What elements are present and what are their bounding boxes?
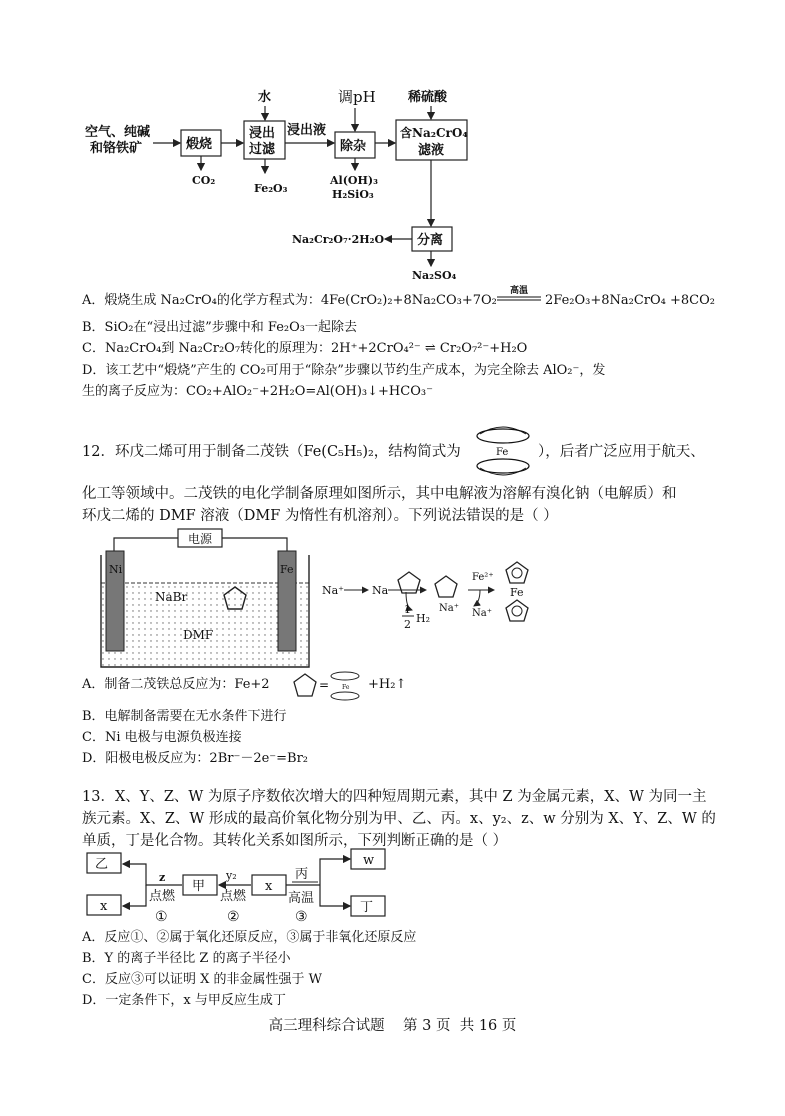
nabr-label: NaBr (155, 590, 188, 604)
svg-text:Fe: Fe (342, 684, 350, 691)
box-calcine-label: 煅烧 (186, 137, 213, 152)
process-flowchart (0, 0, 785, 290)
q13-stem3: 单质，丁是化合物。其转化关系如图所示，下列判断正确的是（ ） (82, 833, 508, 849)
conversion-diagram (80, 845, 400, 925)
leach-liquid: 浸出液 (287, 123, 327, 138)
label-w: w (363, 853, 375, 868)
q11-option-a-text: A．煅烧生成 Na₂CrO₄的化学方程式为：4Fe(CrO₂)₂+8Na₂CO₃+7O₂ (82, 293, 497, 308)
q12-stem1-end: ），后者广泛应用于航天、 (538, 444, 705, 460)
ni-label: Ni (109, 563, 123, 576)
q11-option-c: C．Na₂CrO₄到 Na₂Cr₂O₇转化的原理为：2H⁺+2CrO₄²⁻ ⇌ Cr₂O₇²⁻+H₂O (82, 341, 528, 356)
q12-stem1: 12．环戊二烯可用于制备二茂铁（Fe(C₅H₅)₂，结构简式为 (82, 444, 461, 460)
dmf-label: DMF (183, 628, 214, 642)
label-circle2: ② (227, 909, 240, 925)
ferrocene-fe: Fe (496, 447, 509, 458)
label-ding: 丁 (360, 900, 374, 915)
q11-condition: 高温 (509, 286, 528, 296)
mech-na-plus: Na⁺ (322, 584, 344, 597)
q12-option-a-tail: +H₂↑ (368, 677, 407, 692)
q11-option-b: B．SiO₂在“浸出过滤”步骤中和 Fe₂O₃一起除去 (82, 320, 357, 335)
equals-sign-icon (496, 296, 542, 302)
label-y2: y₂ (226, 869, 237, 882)
label-x: x (100, 899, 108, 914)
label-hightemp: 高温 (288, 891, 315, 906)
q13-stem2: 族元素。X、Z、W 形成的最高价氧化物分别为甲、乙、丙。x、y₂、z、w 分别为 X、Y、Z、W 的 (82, 811, 716, 827)
box-separate-label: 分离 (417, 233, 444, 248)
label-x2: x (265, 879, 273, 894)
svg-text:=: = (319, 678, 330, 692)
flow-input-line2: 和铬铁矿 (90, 141, 143, 156)
q12-stem2: 化工等领域中。二茂铁的电化学制备原理如图所示，其中电解液为溶解有溴化钠（电解质）和 (82, 486, 677, 502)
q12-stem3: 环戊二烯的 DMF 溶液（DMF 为惰性有机溶剂）。下列说法错误的是（ ） (82, 508, 558, 524)
out-fe2o3: Fe₂O₃ (254, 182, 288, 195)
q11-option-a (82, 292, 497, 310)
label-bing: 丙 (295, 867, 309, 882)
q13-option-b: B．Y 的离子半径比 Z 的离子半径小 (82, 951, 291, 966)
label-z: z (159, 871, 166, 884)
label-ignite2: 点燃 (220, 889, 247, 904)
box-impurity-label: 除杂 (340, 139, 367, 154)
power-label: 电源 (188, 532, 213, 546)
label-yi: 乙 (95, 857, 109, 872)
q12-option-b: B．电解制备需要在无水条件下进行 (82, 709, 287, 724)
q13-option-a: A．反应①、②属于氧化还原反应，③属于非氧化还原反应 (82, 930, 417, 945)
cp-anion-icon (435, 576, 457, 597)
q13-option-d: D．一定条件下，x 与甲反应生成丁 (82, 993, 286, 1008)
label-ignite1: 点燃 (149, 889, 176, 904)
mech-half-num: 1 (404, 603, 411, 616)
q11-option-a-tail: 2Fe₂O₃+8Na₂CrO₄ +8CO₂ (545, 293, 715, 308)
page-footer: 高三理科综合试题 第 3 页 共 16 页 (268, 1018, 517, 1034)
box-filtrate-l1: 含Na₂CrO₄ (400, 126, 468, 140)
flow-input-line1: 空气、纯碱 (85, 125, 151, 140)
mech-fe: Fe (510, 586, 524, 599)
out-aloh3: Al(OH)₃ (330, 174, 378, 187)
q13-option-c: C．反应③可以证明 X 的非金属性强于 W (82, 972, 322, 987)
reaction-structures-icon (287, 670, 365, 704)
mech-na-plus3: Na⁺ (472, 608, 492, 619)
flow-adjust-ph: 调pH (338, 88, 376, 106)
label-jia: 甲 (192, 879, 206, 894)
box-leach-l1: 浸出 (249, 126, 276, 141)
q12-option-c: C．Ni 电极与电源负极连接 (82, 730, 242, 745)
q12-stem-line1 (82, 440, 461, 464)
out-na2so4: Na₂SO₄ (412, 269, 457, 282)
fe-label: Fe (280, 563, 294, 576)
mech-half-den: 2 (404, 618, 411, 631)
electrolysis-cell-diagram (95, 525, 320, 670)
box-filtrate-l2: 滤液 (418, 143, 445, 158)
q11-option-d2: 生的离子反应为：CO₂+AlO₂⁻+2H₂O=Al(OH)₃↓+HCO₃⁻ (82, 384, 433, 399)
q12-option-d: D．阳极电极反应为：2Br⁻－2e⁻=Br₂ (82, 751, 309, 766)
label-circle1: ① (155, 909, 168, 925)
out-dichromate: Na₂Cr₂O₇·2H₂O (292, 233, 385, 246)
ferrocene-structure-icon (470, 422, 536, 480)
q13-stem1: 13．X、Y、Z、W 为原子序数依次增大的四种短周期元素，其中 Z 为金属元素，X、W 为同一主 (82, 789, 707, 805)
mechanism-diagram (322, 540, 542, 640)
label-circle3: ③ (295, 909, 308, 925)
flow-water: 水 (258, 90, 272, 105)
mech-na-plus2: Na⁺ (439, 603, 459, 614)
out-co2: CO₂ (192, 174, 216, 187)
q11-option-d1: D．该工艺中“煅烧”产生的 CO₂可用于“除杂”步骤以节约生产成本，为完全除去 AlO₂⁻，发 (82, 363, 606, 378)
mech-h2: H₂ (416, 612, 431, 625)
out-h2sio3: H₂SiO₃ (332, 188, 374, 201)
mech-na: Na (372, 584, 389, 597)
mech-fe2: Fe²⁺ (472, 572, 494, 583)
q12-option-a: A．制备二茂铁总反应为：Fe+2 (82, 677, 270, 692)
box-leach-l2: 过滤 (249, 142, 276, 157)
flow-dilute-acid: 稀硫酸 (408, 90, 448, 105)
